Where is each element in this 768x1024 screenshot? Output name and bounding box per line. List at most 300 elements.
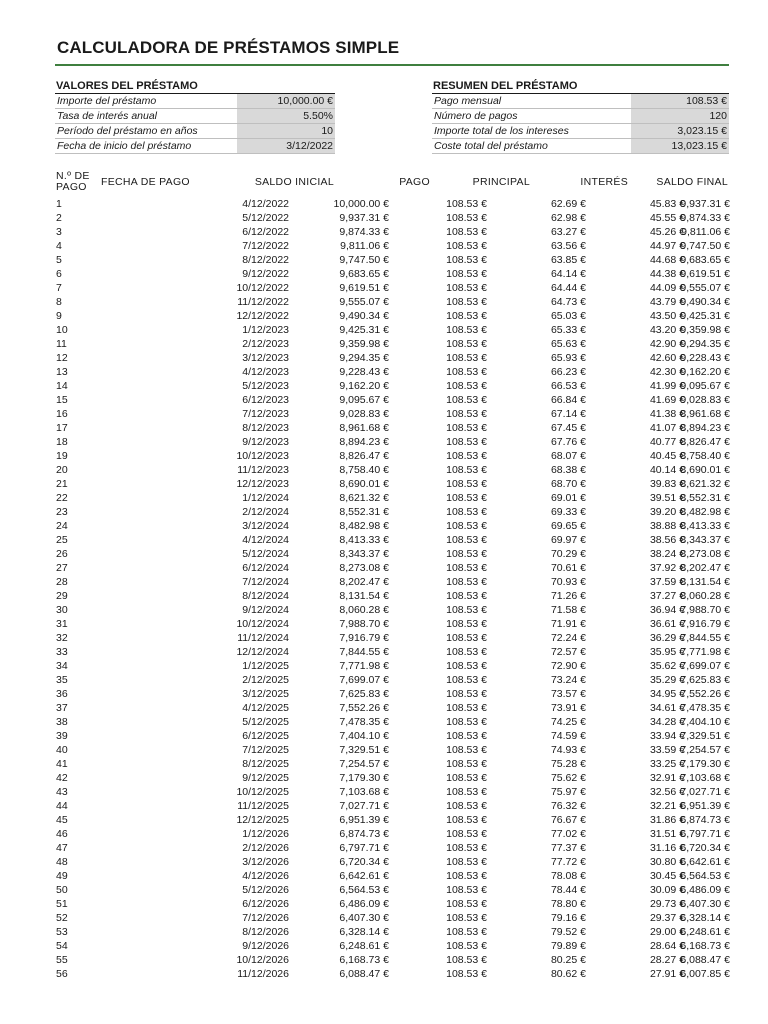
payment-cell: 108.53 € xyxy=(446,618,487,630)
interest-cell: 44.68 € xyxy=(649,254,685,266)
interest-cell: 44.09 € xyxy=(649,282,685,294)
table-row xyxy=(55,225,735,239)
payment-cell: 108.53 € xyxy=(446,926,487,938)
payment-cell: 108.53 € xyxy=(446,632,487,644)
payment-cell: 108.53 € xyxy=(446,968,487,980)
principal-cell: 65.63 € xyxy=(550,338,586,350)
table-row xyxy=(55,617,735,631)
payment-number-cell: 49 xyxy=(56,870,68,882)
principal-cell: 69.97 € xyxy=(550,534,586,546)
payment-date-cell: 7/12/2023 xyxy=(242,408,289,420)
table-row xyxy=(55,561,735,575)
end-balance-cell: 8,826.47 € xyxy=(680,436,730,448)
end-balance-cell: 6,797.71 € xyxy=(680,828,730,840)
interest-cell: 39.20 € xyxy=(649,506,685,518)
payment-number-cell: 19 xyxy=(56,450,68,462)
start-balance-cell: 9,937.31 € xyxy=(339,212,389,224)
payment-date-cell: 6/12/2023 xyxy=(242,394,289,406)
interest-cell: 42.90 € xyxy=(649,338,685,350)
payment-date-cell: 4/12/2023 xyxy=(242,366,289,378)
table-row xyxy=(55,743,735,757)
interest-cell: 31.16 € xyxy=(649,842,685,854)
principal-cell: 65.03 € xyxy=(550,310,586,322)
payment-date-cell: 9/12/2025 xyxy=(242,772,289,784)
end-balance-cell: 9,619.51 € xyxy=(680,268,730,280)
payment-cell: 108.53 € xyxy=(446,884,487,896)
loan-summary-section xyxy=(432,80,729,154)
table-row xyxy=(55,365,735,379)
interest-cell: 43.20 € xyxy=(649,324,685,336)
principal-cell: 80.25 € xyxy=(550,954,586,966)
end-balance-cell: 8,552.31 € xyxy=(680,492,730,504)
monthly-payment-label: Pago mensual xyxy=(434,95,502,107)
payment-number-cell: 1 xyxy=(56,198,62,210)
payment-cell: 108.53 € xyxy=(446,506,487,518)
payment-number-cell: 24 xyxy=(56,520,68,532)
interest-cell: 36.29 € xyxy=(649,632,685,644)
end-balance-cell: 9,028.83 € xyxy=(680,394,730,406)
table-row xyxy=(55,883,735,897)
table-row xyxy=(55,309,735,323)
payment-cell: 108.53 € xyxy=(446,800,487,812)
start-date-value[interactable]: 3/12/2022 xyxy=(237,139,335,153)
start-balance-cell: 6,328.14 € xyxy=(339,926,389,938)
payment-number-cell: 31 xyxy=(56,618,68,630)
payment-number-cell: 21 xyxy=(56,478,68,490)
payment-cell: 108.53 € xyxy=(446,268,487,280)
payment-cell: 108.53 € xyxy=(446,338,487,350)
payment-date-cell: 5/12/2025 xyxy=(242,716,289,728)
payment-number-cell: 38 xyxy=(56,716,68,728)
monthly-payment-row xyxy=(432,94,729,109)
payment-date-cell: 2/12/2023 xyxy=(242,338,289,350)
interest-cell: 40.77 € xyxy=(649,436,685,448)
principal-cell: 65.33 € xyxy=(550,324,586,336)
start-balance-cell: 7,699.07 € xyxy=(339,674,389,686)
start-balance-cell: 8,131.54 € xyxy=(339,590,389,602)
start-balance-cell: 6,486.09 € xyxy=(339,898,389,910)
start-balance-cell: 7,916.79 € xyxy=(339,632,389,644)
start-balance-cell: 8,273.08 € xyxy=(339,562,389,574)
table-row xyxy=(55,253,735,267)
start-balance-cell: 7,988.70 € xyxy=(339,618,389,630)
payment-date-cell: 1/12/2025 xyxy=(242,660,289,672)
end-balance-cell: 6,088.47 € xyxy=(680,954,730,966)
end-balance-cell: 8,413.33 € xyxy=(680,520,730,532)
payment-date-cell: 6/12/2022 xyxy=(242,226,289,238)
loan-amount-label: Importe del préstamo xyxy=(57,95,157,107)
end-balance-cell: 9,683.65 € xyxy=(680,254,730,266)
start-balance-cell: 9,228.43 € xyxy=(339,366,389,378)
payment-date-cell: 9/12/2022 xyxy=(242,268,289,280)
payment-number-cell: 52 xyxy=(56,912,68,924)
table-row xyxy=(55,421,735,435)
start-balance-cell: 7,404.10 € xyxy=(339,730,389,742)
start-balance-cell: 7,625.83 € xyxy=(339,688,389,700)
interest-cell: 35.29 € xyxy=(649,674,685,686)
interest-cell: 30.45 € xyxy=(649,870,685,882)
header-payment-date: FECHA DE PAGO xyxy=(101,176,190,188)
start-balance-cell: 9,683.65 € xyxy=(339,268,389,280)
table-row xyxy=(55,239,735,253)
payment-date-cell: 8/12/2024 xyxy=(242,590,289,602)
header-principal: PRINCIPAL xyxy=(472,176,530,188)
table-row xyxy=(55,715,735,729)
payment-date-cell: 11/12/2022 xyxy=(237,296,289,308)
start-balance-cell: 6,951.39 € xyxy=(339,814,389,826)
interest-cell: 44.97 € xyxy=(649,240,685,252)
table-row xyxy=(55,407,735,421)
payment-number-cell: 41 xyxy=(56,758,68,770)
end-balance-cell: 8,758.40 € xyxy=(680,450,730,462)
start-balance-cell: 9,874.33 € xyxy=(339,226,389,238)
principal-cell: 67.45 € xyxy=(550,422,586,434)
payment-date-cell: 3/12/2023 xyxy=(242,352,289,364)
start-balance-cell: 6,407.30 € xyxy=(339,912,389,924)
table-row xyxy=(55,687,735,701)
payment-date-cell: 11/12/2026 xyxy=(237,968,289,980)
payment-number-cell: 43 xyxy=(56,786,68,798)
interest-rate-row xyxy=(55,109,335,124)
payment-cell: 108.53 € xyxy=(446,436,487,448)
payment-date-cell: 3/12/2024 xyxy=(242,520,289,532)
table-row xyxy=(55,463,735,477)
payment-number-cell: 50 xyxy=(56,884,68,896)
end-balance-cell: 6,248.61 € xyxy=(680,926,730,938)
principal-cell: 64.44 € xyxy=(550,282,586,294)
loan-amount-value[interactable]: 10,000.00 € xyxy=(237,94,335,108)
payment-number-cell: 23 xyxy=(56,506,68,518)
payment-number-cell: 22 xyxy=(56,492,68,504)
payment-cell: 108.53 € xyxy=(446,576,487,588)
payment-number-cell: 46 xyxy=(56,828,68,840)
end-balance-cell: 7,329.51 € xyxy=(680,730,730,742)
start-balance-cell: 8,894.23 € xyxy=(339,436,389,448)
end-balance-cell: 8,273.08 € xyxy=(680,548,730,560)
payment-cell: 108.53 € xyxy=(446,296,487,308)
payment-number-cell: 15 xyxy=(56,394,68,406)
payment-date-cell: 10/12/2023 xyxy=(236,450,289,462)
end-balance-cell: 9,095.67 € xyxy=(680,380,730,392)
payment-cell: 108.53 € xyxy=(446,240,487,252)
payment-date-cell: 7/12/2025 xyxy=(242,744,289,756)
principal-cell: 69.33 € xyxy=(550,506,586,518)
payment-cell: 108.53 € xyxy=(446,534,487,546)
end-balance-cell: 7,103.68 € xyxy=(680,772,730,784)
payment-date-cell: 5/12/2022 xyxy=(242,212,289,224)
payment-number-cell: 11 xyxy=(56,338,67,350)
end-balance-cell: 9,425.31 € xyxy=(680,310,730,322)
table-row xyxy=(55,925,735,939)
principal-cell: 75.97 € xyxy=(550,786,586,798)
total-interest-value: 3,023.15 € xyxy=(631,124,729,138)
interest-cell: 32.21 € xyxy=(649,800,685,812)
principal-cell: 72.24 € xyxy=(550,632,586,644)
payment-number-cell: 29 xyxy=(56,590,68,602)
payment-cell: 108.53 € xyxy=(446,660,487,672)
payment-cell: 108.53 € xyxy=(446,954,487,966)
payment-date-cell: 10/12/2022 xyxy=(236,282,289,294)
end-balance-cell: 8,961.68 € xyxy=(680,408,730,420)
payment-date-cell: 3/12/2026 xyxy=(242,856,289,868)
end-balance-cell: 6,007.85 € xyxy=(680,968,730,980)
payment-cell: 108.53 € xyxy=(446,842,487,854)
payment-cell: 108.53 € xyxy=(446,716,487,728)
payment-cell: 108.53 € xyxy=(446,310,487,322)
total-cost-label: Coste total del préstamo xyxy=(434,140,548,152)
loan-summary-heading: RESUMEN DEL PRÉSTAMO xyxy=(432,80,729,94)
principal-cell: 79.52 € xyxy=(550,926,586,938)
start-balance-cell: 7,771.98 € xyxy=(339,660,389,672)
principal-cell: 68.07 € xyxy=(550,450,586,462)
principal-cell: 78.08 € xyxy=(550,870,586,882)
interest-cell: 39.51 € xyxy=(649,492,685,504)
payment-cell: 108.53 € xyxy=(446,212,487,224)
payment-cell: 108.53 € xyxy=(446,492,487,504)
payment-number-cell: 2 xyxy=(56,212,62,224)
interest-rate-value[interactable]: 5.50% xyxy=(237,109,335,123)
payment-date-cell: 4/12/2024 xyxy=(242,534,289,546)
principal-cell: 78.80 € xyxy=(550,898,586,910)
end-balance-cell: 7,027.71 € xyxy=(680,786,730,798)
start-balance-cell: 8,060.28 € xyxy=(339,604,389,616)
table-row xyxy=(55,519,735,533)
table-row xyxy=(55,393,735,407)
payment-date-cell: 10/12/2025 xyxy=(236,786,289,798)
interest-cell: 37.59 € xyxy=(649,576,685,588)
start-balance-cell: 6,642.61 € xyxy=(339,870,389,882)
start-balance-cell: 7,179.30 € xyxy=(339,772,389,784)
total-cost-row xyxy=(432,139,729,154)
payment-number-cell: 6 xyxy=(56,268,62,280)
payment-cell: 108.53 € xyxy=(446,520,487,532)
principal-cell: 71.91 € xyxy=(550,618,586,630)
amortization-table xyxy=(55,197,735,981)
end-balance-cell: 7,254.57 € xyxy=(680,744,730,756)
principal-cell: 73.91 € xyxy=(550,702,586,714)
loan-values-section xyxy=(55,80,335,154)
interest-cell: 30.09 € xyxy=(649,884,685,896)
end-balance-cell: 6,486.09 € xyxy=(680,884,730,896)
payment-number-cell: 3 xyxy=(56,226,62,238)
payment-cell: 108.53 € xyxy=(446,254,487,266)
table-row xyxy=(55,855,735,869)
principal-cell: 74.93 € xyxy=(550,744,586,756)
end-balance-cell: 7,179.30 € xyxy=(680,758,730,770)
table-row xyxy=(55,729,735,743)
interest-cell: 41.38 € xyxy=(649,408,685,420)
payment-cell: 108.53 € xyxy=(446,758,487,770)
interest-cell: 28.64 € xyxy=(649,940,685,952)
end-balance-cell: 9,555.07 € xyxy=(680,282,730,294)
title-divider xyxy=(55,64,729,66)
end-balance-cell: 8,482.98 € xyxy=(680,506,730,518)
start-balance-cell: 9,555.07 € xyxy=(339,296,389,308)
payment-number-cell: 51 xyxy=(56,898,68,910)
payment-cell: 108.53 € xyxy=(446,912,487,924)
interest-cell: 31.51 € xyxy=(649,828,685,840)
payment-number-cell: 56 xyxy=(56,968,68,980)
start-balance-cell: 6,874.73 € xyxy=(339,828,389,840)
principal-cell: 63.27 € xyxy=(550,226,586,238)
payment-cell: 108.53 € xyxy=(446,898,487,910)
interest-cell: 43.50 € xyxy=(649,310,685,322)
table-row xyxy=(55,841,735,855)
principal-cell: 64.73 € xyxy=(550,296,586,308)
table-row xyxy=(55,911,735,925)
payment-cell: 108.53 € xyxy=(446,688,487,700)
payment-number-cell: 28 xyxy=(56,576,68,588)
start-balance-cell: 6,564.53 € xyxy=(339,884,389,896)
principal-cell: 62.98 € xyxy=(550,212,586,224)
interest-cell: 28.27 € xyxy=(649,954,685,966)
principal-cell: 73.24 € xyxy=(550,674,586,686)
start-balance-cell: 9,747.50 € xyxy=(339,254,389,266)
end-balance-cell: 8,343.37 € xyxy=(680,534,730,546)
interest-cell: 27.91 € xyxy=(649,968,685,980)
principal-cell: 78.44 € xyxy=(550,884,586,896)
interest-cell: 35.62 € xyxy=(649,660,685,672)
page-title: CALCULADORA DE PRÉSTAMOS SIMPLE xyxy=(57,38,400,57)
payment-cell: 108.53 € xyxy=(446,590,487,602)
table-row xyxy=(55,827,735,841)
payment-count-row xyxy=(432,109,729,124)
interest-cell: 38.88 € xyxy=(649,520,685,532)
interest-cell: 38.56 € xyxy=(649,534,685,546)
start-balance-cell: 8,758.40 € xyxy=(339,464,389,476)
payment-cell: 108.53 € xyxy=(446,856,487,868)
table-row xyxy=(55,197,735,211)
principal-cell: 72.90 € xyxy=(550,660,586,672)
payment-number-cell: 47 xyxy=(56,842,68,854)
interest-cell: 45.83 € xyxy=(649,198,685,210)
payment-number-cell: 44 xyxy=(56,800,68,812)
payment-date-cell: 9/12/2026 xyxy=(242,940,289,952)
principal-cell: 68.70 € xyxy=(550,478,586,490)
principal-cell: 66.84 € xyxy=(550,394,586,406)
interest-cell: 34.61 € xyxy=(649,702,685,714)
start-balance-cell: 10,000.00 € xyxy=(333,198,389,210)
start-balance-cell: 7,552.26 € xyxy=(339,702,389,714)
payment-cell: 108.53 € xyxy=(446,226,487,238)
payment-cell: 108.53 € xyxy=(446,702,487,714)
start-balance-cell: 6,248.61 € xyxy=(339,940,389,952)
start-balance-cell: 7,478.35 € xyxy=(339,716,389,728)
principal-cell: 66.53 € xyxy=(550,380,586,392)
payment-date-cell: 5/12/2026 xyxy=(242,884,289,896)
payment-number-cell: 34 xyxy=(56,660,68,672)
payment-cell: 108.53 € xyxy=(446,674,487,686)
interest-cell: 32.91 € xyxy=(649,772,685,784)
total-interest-row xyxy=(432,124,729,139)
payment-number-cell: 55 xyxy=(56,954,68,966)
interest-cell: 41.99 € xyxy=(649,380,685,392)
table-row xyxy=(55,295,735,309)
loan-amount-row xyxy=(55,94,335,109)
payment-number-cell: 17 xyxy=(56,422,68,434)
payment-date-cell: 1/12/2026 xyxy=(242,828,289,840)
start-balance-cell: 9,619.51 € xyxy=(339,282,389,294)
principal-cell: 70.29 € xyxy=(550,548,586,560)
principal-cell: 71.58 € xyxy=(550,604,586,616)
header-payment-number-line1: N.º DE xyxy=(56,170,90,182)
interest-cell: 33.59 € xyxy=(649,744,685,756)
principal-cell: 69.01 € xyxy=(550,492,586,504)
start-balance-cell: 7,329.51 € xyxy=(339,744,389,756)
payment-date-cell: 4/12/2025 xyxy=(242,702,289,714)
payment-number-cell: 7 xyxy=(56,282,62,294)
start-balance-cell: 9,095.67 € xyxy=(339,394,389,406)
start-balance-cell: 8,826.47 € xyxy=(339,450,389,462)
payment-cell: 108.53 € xyxy=(446,450,487,462)
end-balance-cell: 8,690.01 € xyxy=(680,464,730,476)
table-row xyxy=(55,603,735,617)
payment-count-label: Número de pagos xyxy=(434,110,518,122)
interest-rate-label: Tasa de interés anual xyxy=(57,110,158,122)
payment-number-cell: 45 xyxy=(56,814,68,826)
table-row xyxy=(55,491,735,505)
payment-cell: 108.53 € xyxy=(446,870,487,882)
interest-cell: 37.27 € xyxy=(649,590,685,602)
interest-cell: 30.80 € xyxy=(649,856,685,868)
principal-cell: 80.62 € xyxy=(550,968,586,980)
payment-date-cell: 9/12/2024 xyxy=(242,604,289,616)
start-balance-cell: 9,425.31 € xyxy=(339,324,389,336)
payment-cell: 108.53 € xyxy=(446,562,487,574)
interest-cell: 37.92 € xyxy=(649,562,685,574)
interest-cell: 44.38 € xyxy=(649,268,685,280)
payment-cell: 108.53 € xyxy=(446,786,487,798)
table-row xyxy=(55,771,735,785)
end-balance-cell: 9,162.20 € xyxy=(680,366,730,378)
end-balance-cell: 9,359.98 € xyxy=(680,324,730,336)
table-row xyxy=(55,379,735,393)
end-balance-cell: 8,894.23 € xyxy=(680,422,730,434)
table-row xyxy=(55,785,735,799)
start-balance-cell: 9,359.98 € xyxy=(339,338,389,350)
start-date-row xyxy=(55,139,335,154)
loan-period-value[interactable]: 10 xyxy=(237,124,335,138)
table-row xyxy=(55,589,735,603)
payment-number-cell: 5 xyxy=(56,254,62,266)
payment-number-cell: 25 xyxy=(56,534,68,546)
end-balance-cell: 8,060.28 € xyxy=(680,590,730,602)
principal-cell: 74.25 € xyxy=(550,716,586,728)
interest-cell: 36.61 € xyxy=(649,618,685,630)
principal-cell: 62.69 € xyxy=(550,198,586,210)
interest-cell: 32.56 € xyxy=(649,786,685,798)
principal-cell: 65.93 € xyxy=(550,352,586,364)
table-row xyxy=(55,337,735,351)
interest-cell: 41.69 € xyxy=(649,394,685,406)
principal-cell: 70.61 € xyxy=(550,562,586,574)
start-balance-cell: 8,690.01 € xyxy=(339,478,389,490)
end-balance-cell: 6,168.73 € xyxy=(680,940,730,952)
table-row xyxy=(55,281,735,295)
start-balance-cell: 9,811.06 € xyxy=(340,240,389,252)
principal-cell: 75.62 € xyxy=(550,772,586,784)
payment-cell: 108.53 € xyxy=(446,604,487,616)
start-balance-cell: 8,343.37 € xyxy=(339,548,389,560)
principal-cell: 70.93 € xyxy=(550,576,586,588)
payment-date-cell: 12/12/2025 xyxy=(236,814,289,826)
interest-cell: 33.94 € xyxy=(649,730,685,742)
interest-cell: 36.94 € xyxy=(649,604,685,616)
end-balance-cell: 9,811.06 € xyxy=(681,226,730,238)
principal-cell: 77.72 € xyxy=(550,856,586,868)
table-row xyxy=(55,673,735,687)
payment-cell: 108.53 € xyxy=(446,828,487,840)
